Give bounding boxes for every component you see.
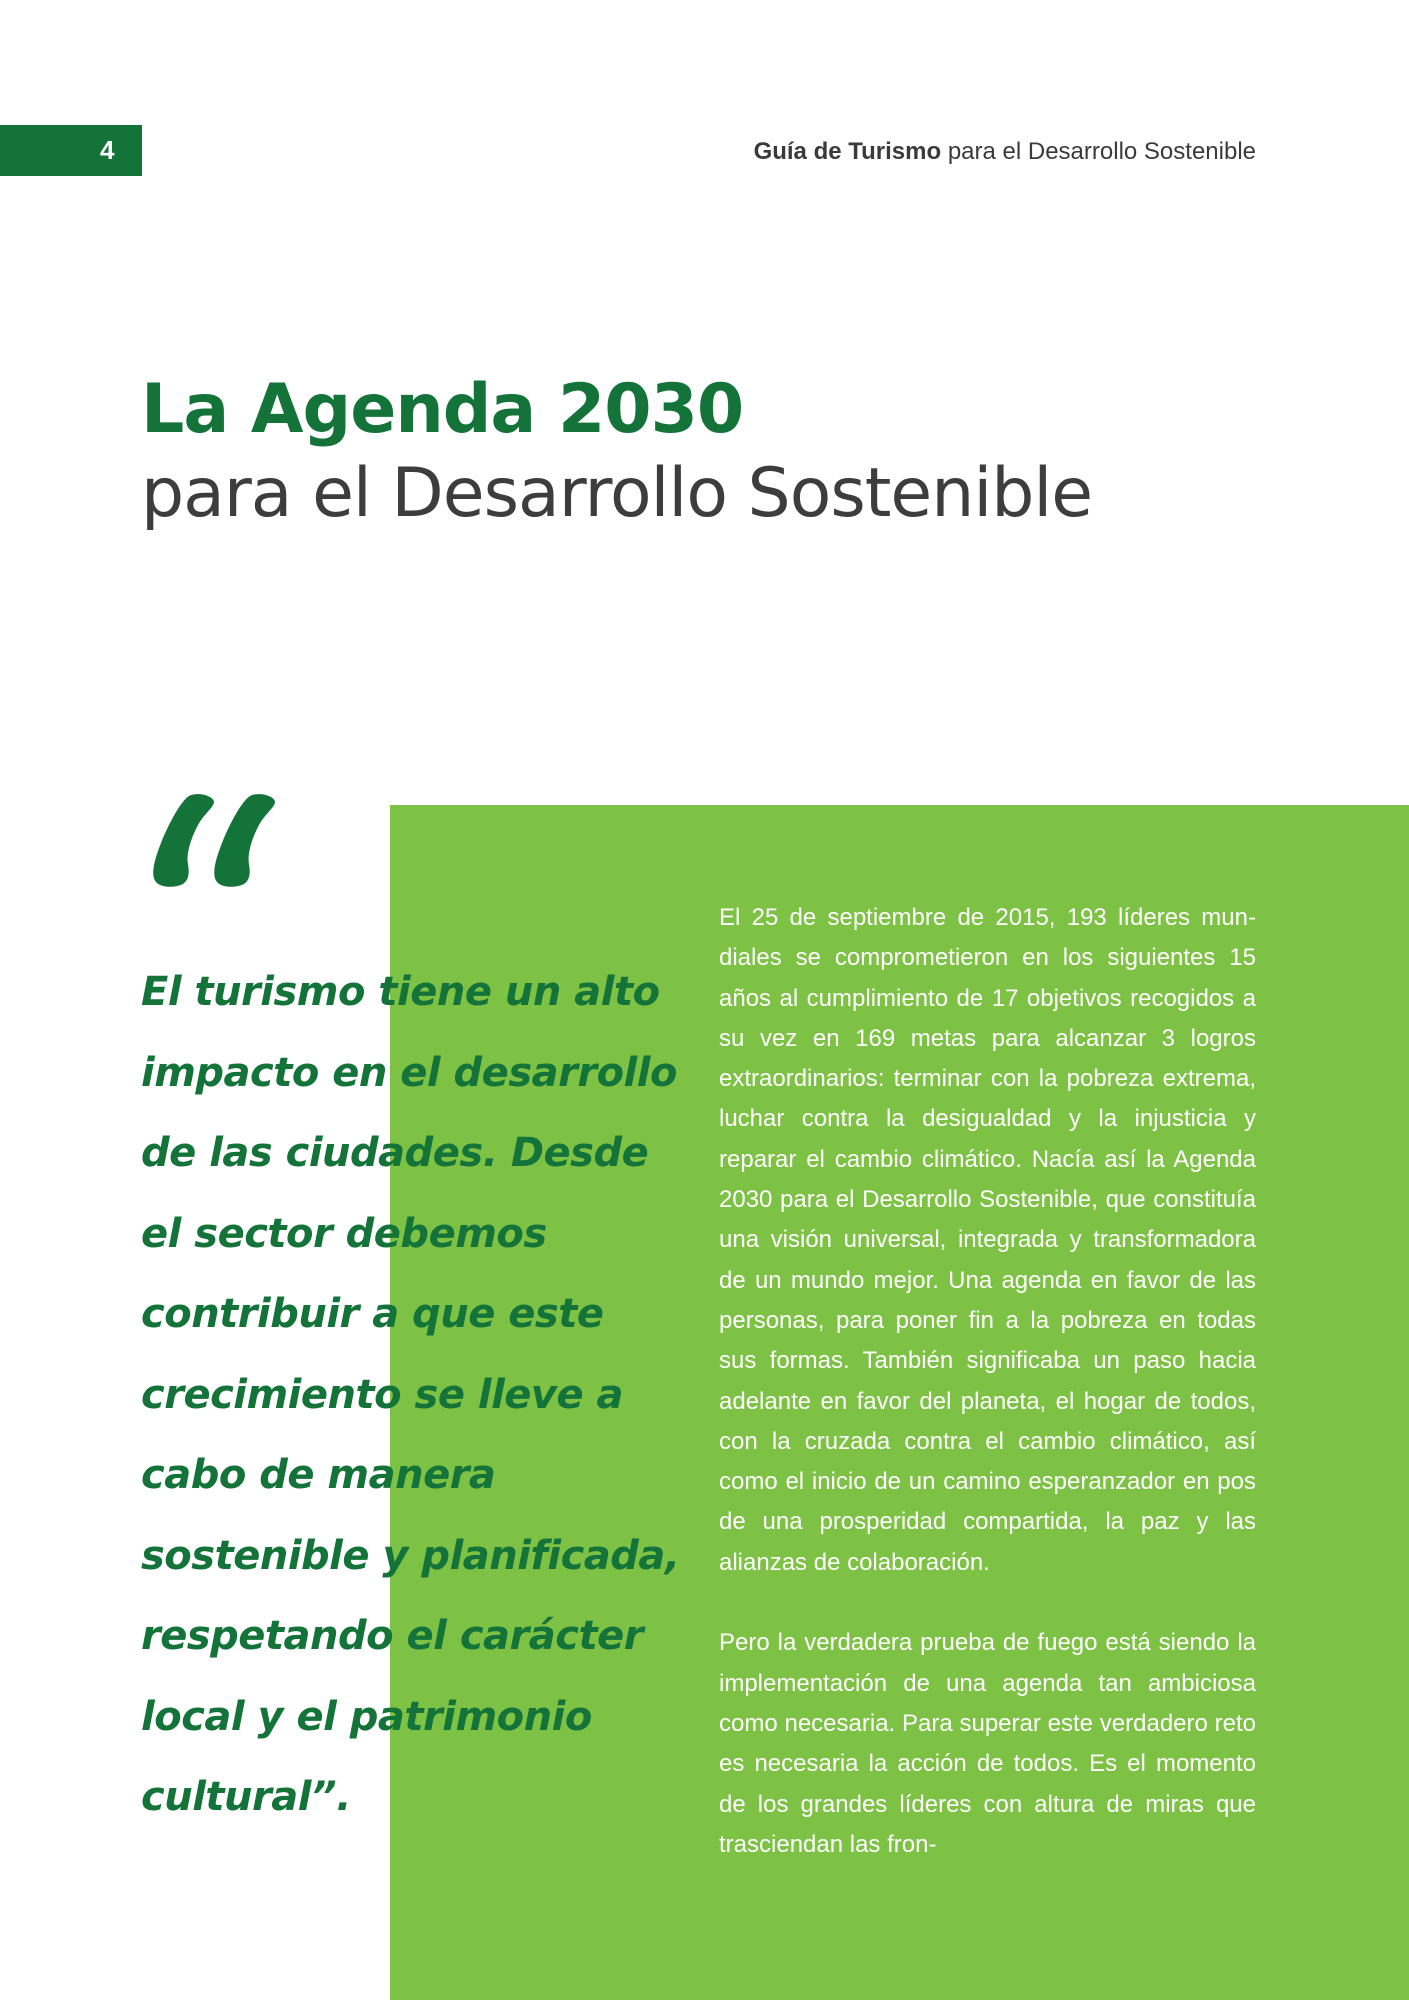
open-quotation-mark-icon bbox=[138, 780, 278, 900]
running-header-rest: para el Desarrollo Sostenible bbox=[941, 138, 1256, 165]
page-title-sub: para el Desarrollo Sostenible bbox=[141, 454, 1093, 533]
body-paragraph: El 25 de septiembre de 2015, 193 líderes mundiales se comprometieron en los siguientes 15 años al cumplimiento de 17 objetivos recogidos a su vez en 169 metas para alcanzar 3 logros extraordinarios: terminar con la pobreza extrema, luchar contra la desigualdad y la injusticia y reparar el cambio climático. Nacía así la Agenda 2030 para el Desarrollo Sostenible, que constituía una visión universal, integrada y transformadora de un mundo mejor. Una agenda en favor de las personas, para poner fin a la pobreza en todas sus formas. También significaba un paso hacia adelante en favor del planeta, el hogar de todos, con la cruzada contra el cambio climático, así como el inicio de un camino esperanzador en pos de una prosperidad compartida, la paz y las alianzas de colaboración. bbox=[719, 904, 1256, 1576]
page-title bbox=[141, 368, 1291, 536]
page-number-tab bbox=[0, 125, 142, 176]
running-header-bold: Guía de Turismo bbox=[753, 138, 942, 165]
body-paragraph: Pero la verdadera prueba de fuego está siendo la implementación de una agenda tan ambiciosa como necesaria. Para superar este verdadero reto es necesaria la acción de todos. Es el momento de los grandes líderes con altura de miras que trasciendan las fron- bbox=[719, 1629, 1256, 1858]
page-title-main: La Agenda 2030 bbox=[141, 370, 744, 449]
pull-quote: El turismo tiene un alto impacto en el desarrollo de las ciudades. Desde el sector debemos contribuir a que este crecimiento se lleve a cabo de manera sostenible y planificada, respetando el carácter local y el patrimonio cultural”. bbox=[141, 969, 680, 1820]
running-header bbox=[754, 137, 1256, 167]
page-number: 4 bbox=[100, 135, 115, 165]
body-text-column bbox=[719, 898, 1256, 1865]
